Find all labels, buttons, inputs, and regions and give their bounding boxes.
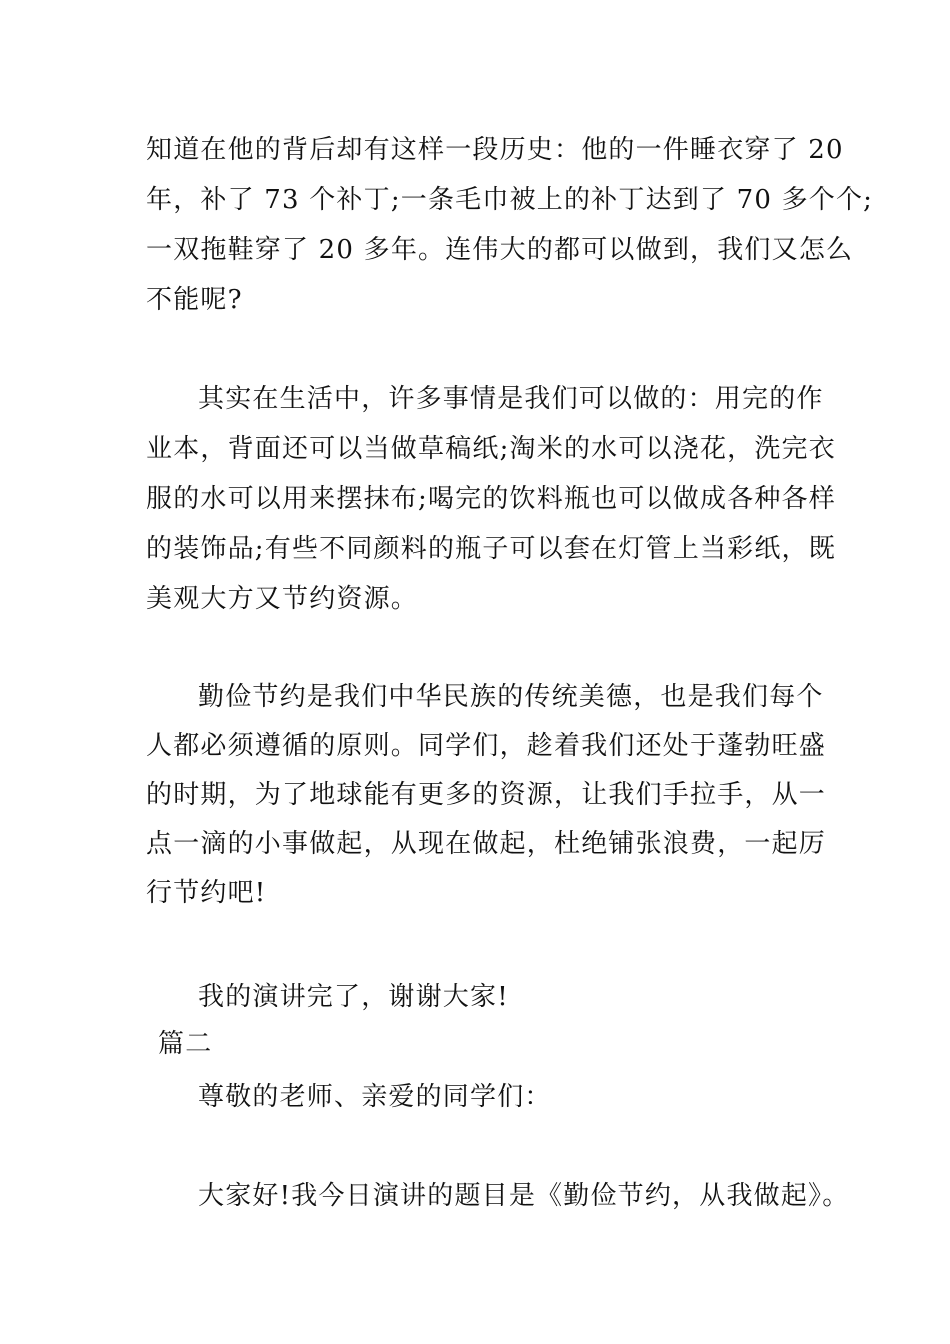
paragraph-1-line-2: 年，补了 73 个补丁;一条毛巾被上的补丁达到了 70 多个个; <box>146 185 874 215</box>
opening-line: 大家好!我今日演讲的题目是《勤俭节约，从我做起》。 <box>198 1181 850 1211</box>
section-heading: 篇二 <box>158 1029 213 1059</box>
paragraph-2-line-5: 美观大方又节约资源。 <box>146 584 419 614</box>
paragraph-2-line-1: 其实在生活中，许多事情是我们可以做的：用完的作 <box>198 384 824 414</box>
salutation-line: 尊敬的老师、亲爱的同学们： <box>198 1082 552 1112</box>
paragraph-2-line-4: 的装饰品;有些不同颜料的瓶子可以套在灯管上当彩纸，既 <box>146 534 836 564</box>
closing-line: 我的演讲完了，谢谢大家! <box>198 982 509 1012</box>
paragraph-3-line-2: 人都必须遵循的原则。同学们，趁着我们还处于蓬勃旺盛 <box>146 731 827 761</box>
paragraph-1-line-1: 知道在他的背后却有这样一段历史：他的一件睡衣穿了 20 <box>146 135 844 165</box>
paragraph-3-line-5: 行节约吧! <box>146 878 267 908</box>
paragraph-2-line-2: 业本，背面还可以当做草稿纸;淘米的水可以浇花，洗完衣 <box>146 434 836 464</box>
paragraph-3-line-3: 的时期，为了地球能有更多的资源，让我们手拉手，从一 <box>146 780 827 810</box>
paragraph-3-line-4: 点一滴的小事做起，从现在做起，杜绝铺张浪费，一起厉 <box>146 829 827 859</box>
paragraph-1-line-3: 一双拖鞋穿了 20 多年。连伟大的都可以做到，我们又怎么 <box>146 235 854 265</box>
paragraph-2-line-3: 服的水可以用来摆抹布;喝完的饮料瓶也可以做成各种各样 <box>146 484 836 514</box>
paragraph-3-line-1: 勤俭节约是我们中华民族的传统美德，也是我们每个 <box>198 682 824 712</box>
paragraph-1-line-4: 不能呢? <box>146 285 243 315</box>
